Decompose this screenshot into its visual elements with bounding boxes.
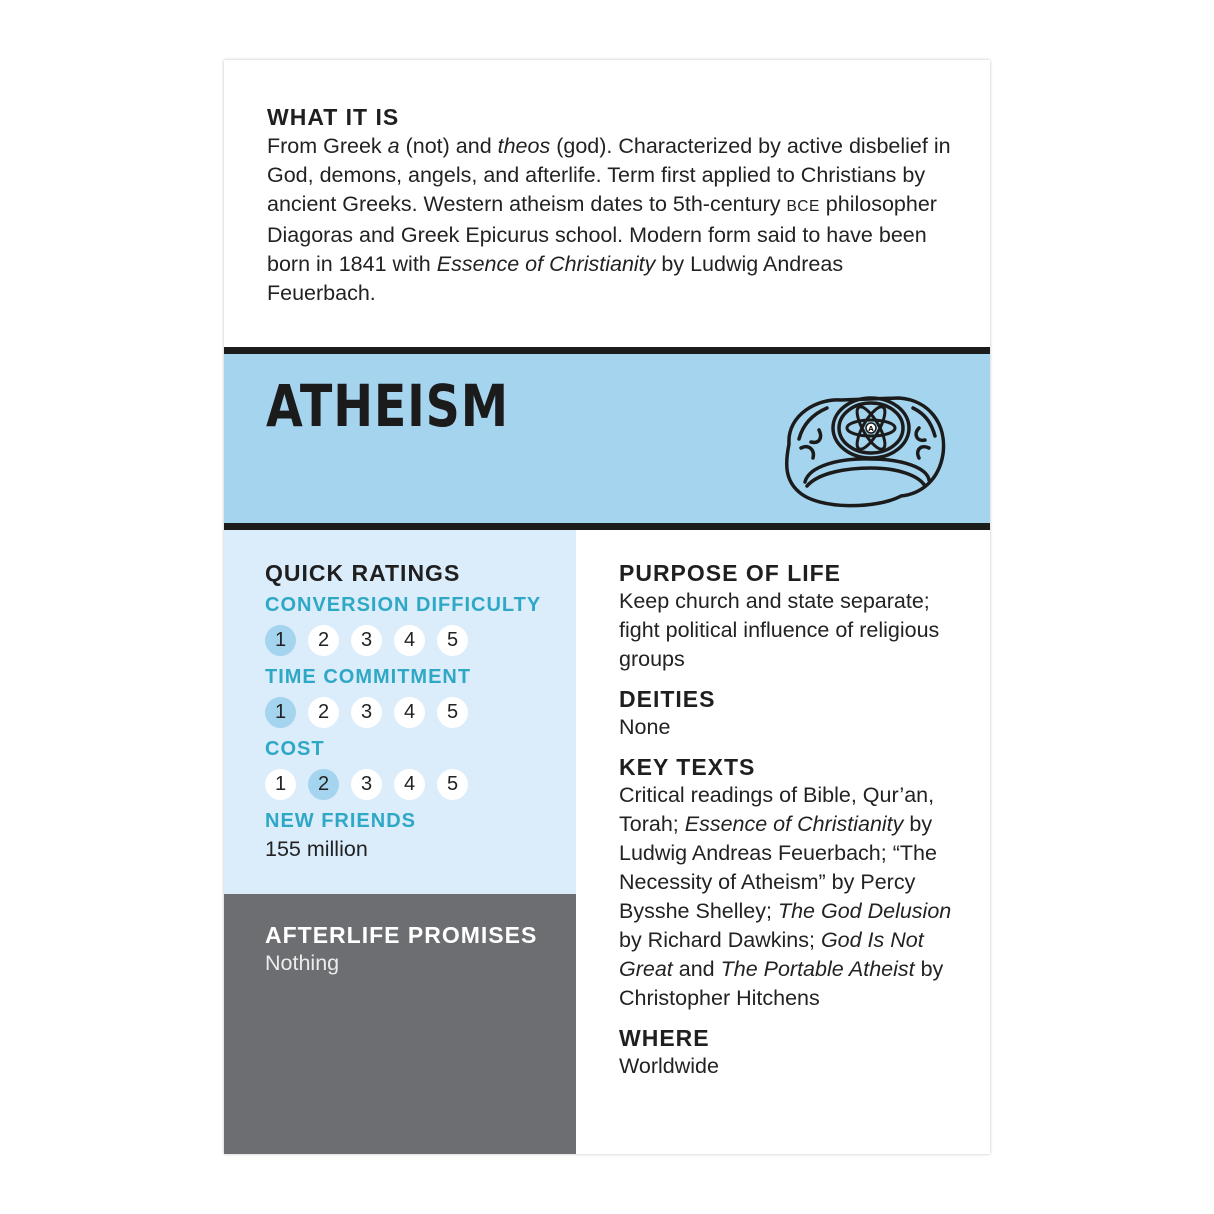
new-friends-label: NEW FRIENDS xyxy=(265,810,416,832)
afterlife-heading: AFTERLIFE PROMISES xyxy=(265,922,538,948)
where-heading: WHERE xyxy=(619,1025,710,1051)
rating-dot-1: 1 xyxy=(265,697,296,728)
title-band xyxy=(224,347,990,530)
rating-dot-1: 1 xyxy=(265,769,296,800)
deities-value: None xyxy=(619,715,671,739)
page-title: ATHEISM xyxy=(266,372,509,440)
quick-ratings-panel xyxy=(224,530,576,894)
time-commitment-rating xyxy=(265,697,541,728)
rating-dot-5: 5 xyxy=(437,625,468,656)
afterlife-value: Nothing xyxy=(265,951,340,975)
time-commitment-label: TIME COMMITMENT xyxy=(265,666,472,688)
deities-block xyxy=(619,686,964,742)
deities-heading: DEITIES xyxy=(619,686,716,712)
conversion-difficulty-label: CONVERSION DIFFICULTY xyxy=(265,594,542,616)
atheist-ring-icon xyxy=(779,384,949,514)
new-friends-value: 155 million xyxy=(265,837,368,861)
key-texts-value: Critical readings of Bible, Qur’an, Torah; Essence of Christianity by Ludwig Andreas Feuerbach; “The Necessity of Atheism” by Percy Bysshe Shelley; The God Delusion by Richard Dawkins; God Is Not Great and The Portable Atheist by Christopher Hitchens xyxy=(619,783,952,1010)
rating-dot-1: 1 xyxy=(265,625,296,656)
purpose-heading: PURPOSE OF LIFE xyxy=(619,560,842,586)
rating-dot-5: 5 xyxy=(437,769,468,800)
rating-dot-5: 5 xyxy=(437,697,468,728)
cost-rating xyxy=(265,769,541,800)
rating-dot-4: 4 xyxy=(394,625,425,656)
rating-dot-4: 4 xyxy=(394,697,425,728)
rating-dot-2: 2 xyxy=(308,697,339,728)
key-texts-heading: KEY TEXTS xyxy=(619,754,756,780)
quick-ratings-heading: QUICK RATINGS xyxy=(265,560,461,586)
purpose-block xyxy=(619,560,964,674)
cost-label: COST xyxy=(265,738,325,760)
where-block xyxy=(619,1025,964,1081)
what-it-is-body: From Greek a (not) and theos (god). Characterized by active disbelief in God, demons, angels, and afterlife. Term first applied to Christians by ancient Greeks. Western atheism dates to 5th-century BCE philosopher Diagoras and Greek Epicurus school. Modern form said to have been born in 1841 with Essence of Christianity by Ludwig Andreas Feuerbach. xyxy=(267,134,951,305)
what-it-is-section xyxy=(224,60,990,348)
religion-card xyxy=(224,60,990,1154)
purpose-value: Keep church and state separate; fight political influence of religious groups xyxy=(619,589,940,671)
rating-dot-2: 2 xyxy=(308,625,339,656)
conversion-difficulty-rating xyxy=(265,625,541,656)
where-value: Worldwide xyxy=(619,1054,719,1078)
rating-dot-3: 3 xyxy=(351,625,382,656)
what-it-is-heading: WHAT IT IS xyxy=(267,104,400,130)
key-texts-block xyxy=(619,754,964,1013)
rating-dot-2: 2 xyxy=(308,769,339,800)
rating-dot-3: 3 xyxy=(351,769,382,800)
rating-dot-4: 4 xyxy=(394,769,425,800)
afterlife-panel xyxy=(224,894,576,1154)
details-panel xyxy=(576,530,990,1154)
rating-dot-3: 3 xyxy=(351,697,382,728)
svg-text:A: A xyxy=(868,425,874,433)
